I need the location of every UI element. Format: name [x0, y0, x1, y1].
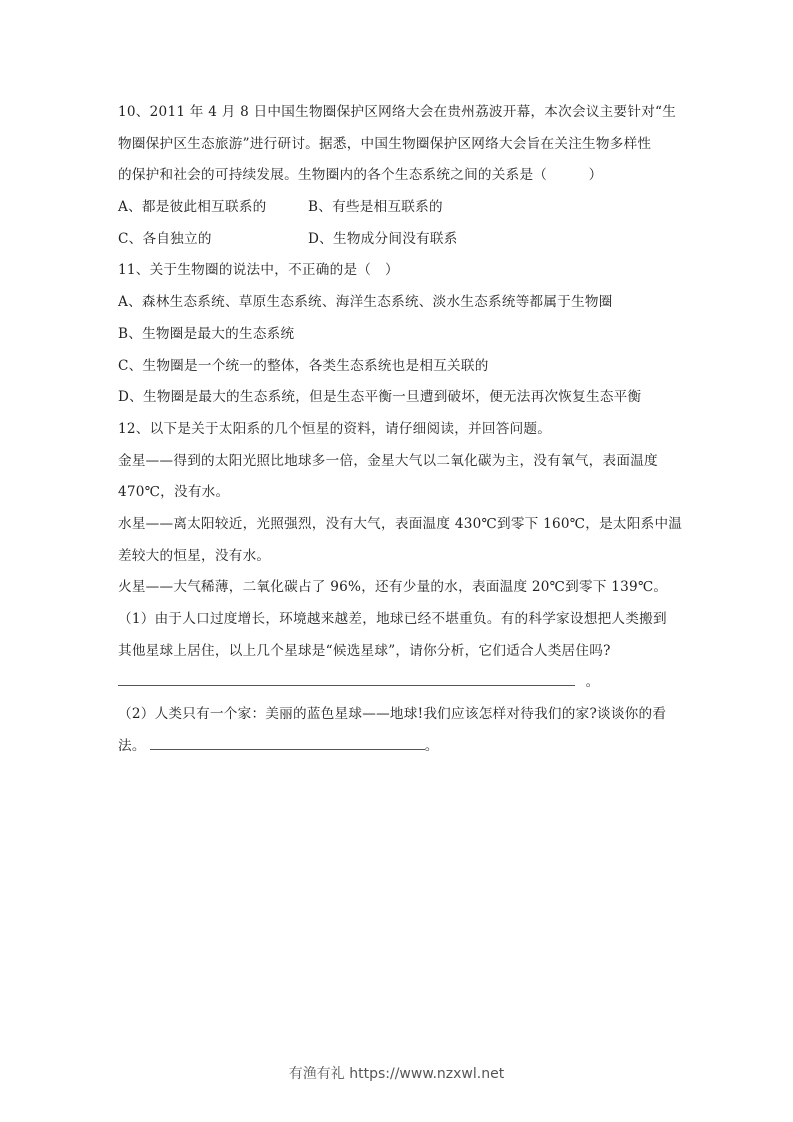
q10-options-row-2: [118, 224, 693, 256]
q11-stem: 11、关于生物圈的说法中，不正确的是（ ）: [118, 262, 399, 279]
q12-venus-2: 470℃，没有水。: [118, 484, 230, 501]
q12-sub2-line-1: （2）人类只有一个家：美丽的蓝色星球——地球!我们应该怎样对待我们的家?谈谈你的看: [118, 706, 667, 723]
answer-blank-1-period: 。: [585, 674, 600, 691]
answer-blank-1[interactable]: [118, 671, 575, 686]
document-page: [118, 97, 693, 762]
q12-mars: 火星——大气稀薄，二氧化碳占了 96%，还有少量的水，表面温度 20℃到零下 139℃。: [118, 579, 668, 596]
q12-sub1-line-1: （1）由于人口过度增长，环境越来越差，地球已经不堪重负。有的科学家设想把人类搬到: [118, 611, 667, 627]
q10-line-1: 10、2011 年 4 月 8 日中国生物圈保护区网络大会在贵州荔波开幕，本次会议主要针对“生: [118, 104, 677, 120]
q10-option-d: D、生物成分间没有联系: [308, 230, 458, 247]
q12-venus-1: 金星——得到的太阳光照比地球多一倍，金星大气以二氧化碳为主，没有氧气，表面温度: [118, 452, 658, 469]
q10-option-c: C、各自独立的: [118, 230, 212, 247]
q12-sub2-lead: 法。: [118, 737, 146, 754]
q12-sub1-answer-line: [118, 667, 693, 699]
q11-option-a: A、森林生态系统、草原生态系统、海洋生态系统、淡水生态系统等都属于生物圈: [118, 294, 613, 311]
q11-option-b: B、生物圈是最大的生态系统: [118, 325, 295, 342]
q10-option-b: B、有些是相互联系的: [308, 199, 443, 216]
q12-sub1-line-2: 其他星球上居住，以上几个星球是“候选星球”，请你分析，它们适合人类居住吗?: [118, 642, 611, 659]
q12-mercury-2: 差较大的恒星，没有水。: [118, 547, 271, 564]
q12-stem: 12、以下是关于太阳系的几个恒星的资料，请仔细阅读，并回答问题。: [118, 420, 552, 437]
q12-mercury-1: 水星——离太阳较近，光照强烈，没有大气，表面温度 430℃到零下 160℃，是太阳系中温: [118, 515, 683, 532]
q11-option-c: C、生物圈是一个统一的整体，各类生态系统也是相互关联的: [118, 357, 489, 374]
answer-blank-2-period: 。: [424, 737, 439, 754]
q10-options-row-1: [118, 192, 693, 224]
q12-sub2-line-2: [118, 731, 693, 763]
answer-blank-2[interactable]: [150, 735, 425, 750]
q10-line-3: 的保护和社会的可持续发展。生物圈内的各个生态系统之间的关系是（ ）: [118, 167, 603, 184]
q10-option-a: A、都是彼此相互联系的: [118, 199, 267, 216]
footer-watermark: 有渔有礼 https://www.nzxwl.net: [288, 1066, 505, 1082]
q11-option-d: D、生物圈是最大的生态系统，但是生态平衡一旦遭到破坏，便无法再次恢复生态平衡: [118, 389, 642, 406]
q10-line-2: 物圈保护区生态旅游”进行研讨。据悉，中国生物圈保护区网络大会旨在关注生物多样性: [118, 135, 652, 152]
